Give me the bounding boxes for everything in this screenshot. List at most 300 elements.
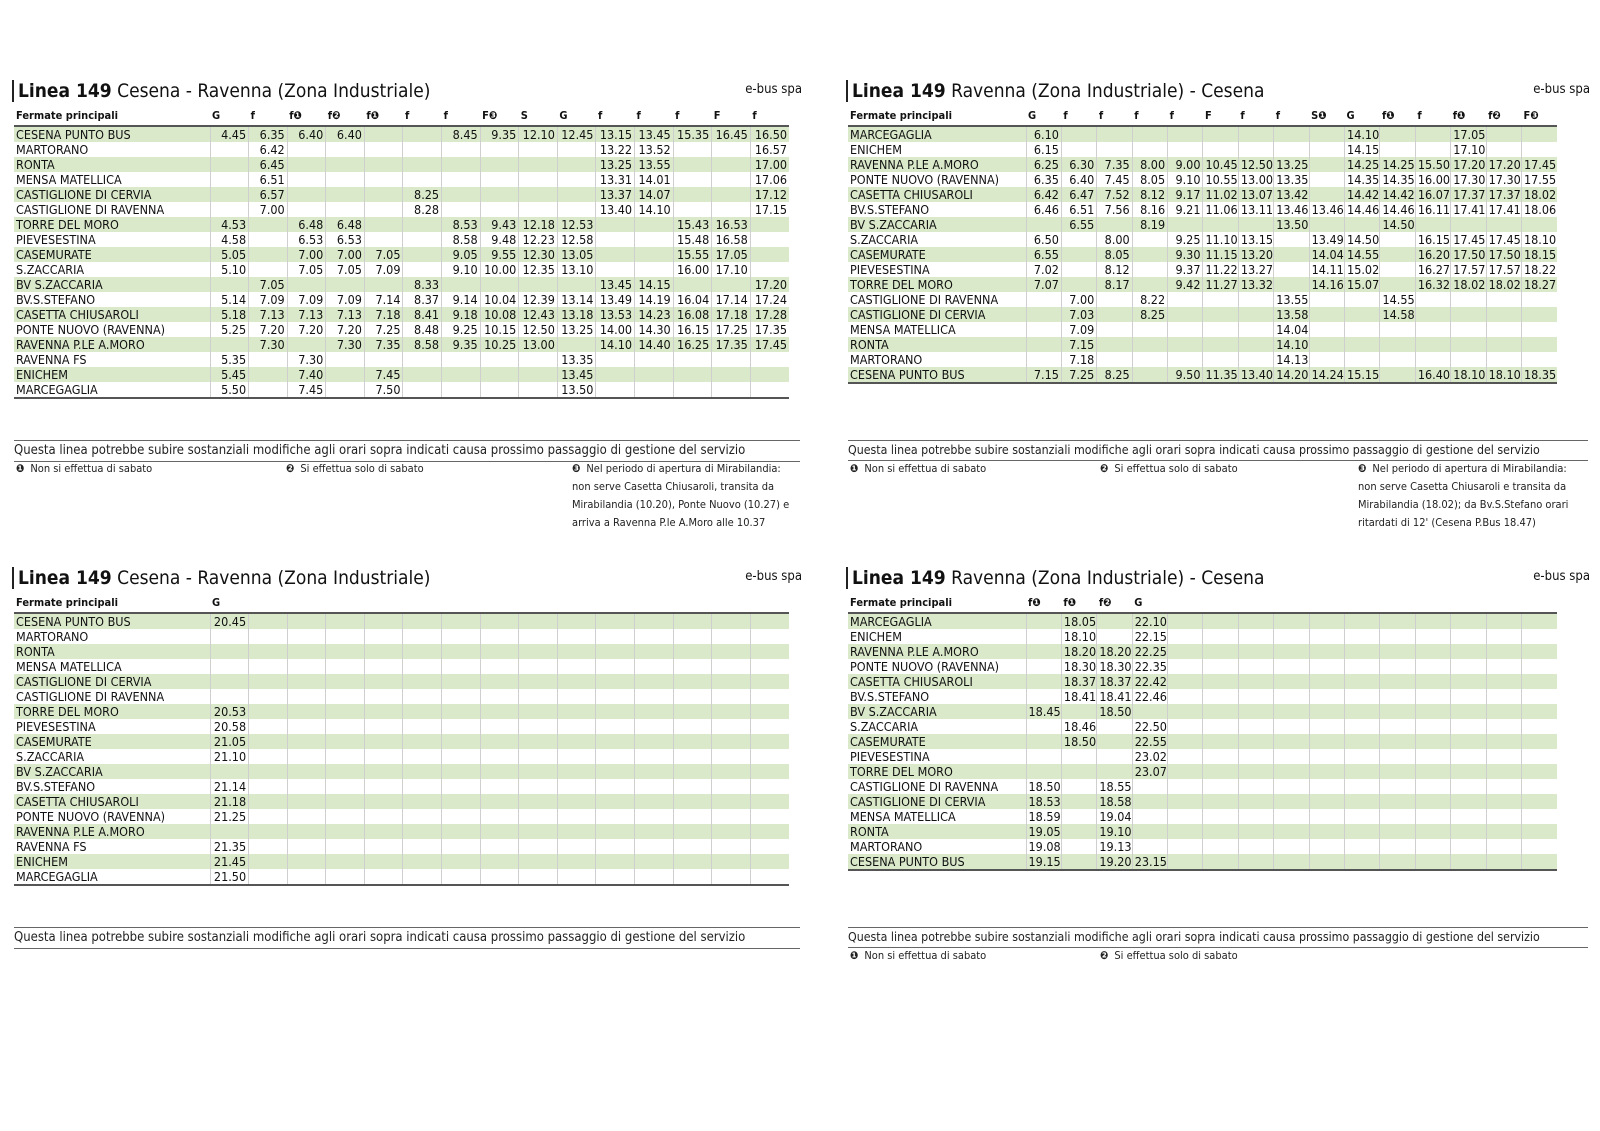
departure-time <box>1168 142 1203 157</box>
departure-time: 15.50 <box>1415 157 1450 172</box>
operator-brand: e-bus spa <box>1533 569 1590 584</box>
departure-time <box>249 749 288 764</box>
run-code-header: f <box>673 106 712 126</box>
departure-time <box>480 659 519 674</box>
departure-time <box>712 202 751 217</box>
panel-title <box>846 567 1264 589</box>
departure-time <box>403 674 442 689</box>
run-code-header: f <box>403 106 442 126</box>
run-code-header <box>1345 593 1380 613</box>
departure-time <box>364 854 403 869</box>
departure-time: 6.30 <box>1061 157 1096 172</box>
departure-time <box>519 854 558 869</box>
stop-name: PIEVESESTINA <box>14 719 210 734</box>
departure-time <box>442 277 481 292</box>
table-row <box>848 719 1557 734</box>
departure-time: 9.05 <box>442 247 481 262</box>
departure-time: 5.05 <box>210 247 249 262</box>
departure-time <box>557 613 596 629</box>
departure-time <box>673 854 712 869</box>
departure-time: 5.45 <box>210 367 249 382</box>
departure-time: 6.47 <box>1061 187 1096 202</box>
departure-time: 17.06 <box>750 172 789 187</box>
departure-time <box>1309 187 1344 202</box>
departure-time <box>673 809 712 824</box>
departure-time <box>1345 629 1380 644</box>
departure-time: 14.25 <box>1345 157 1380 172</box>
departure-time <box>403 217 442 232</box>
departure-time <box>1203 779 1238 794</box>
departure-time <box>712 794 751 809</box>
departure-time <box>1451 854 1486 870</box>
departure-time <box>1451 794 1486 809</box>
departure-time: 8.22 <box>1132 292 1167 307</box>
departure-time <box>403 352 442 367</box>
departure-time <box>1274 689 1309 704</box>
departure-time <box>442 172 481 187</box>
departure-time: 21.50 <box>210 869 249 885</box>
table-row <box>848 352 1557 367</box>
run-code-header: f <box>1097 106 1132 126</box>
departure-time <box>673 382 712 398</box>
departure-time <box>403 764 442 779</box>
departure-time <box>712 719 751 734</box>
departure-time: 14.35 <box>1380 172 1415 187</box>
departure-time <box>442 629 481 644</box>
departure-time <box>1486 839 1521 854</box>
departure-time <box>1309 854 1344 870</box>
departure-time <box>442 704 481 719</box>
departure-time: 14.11 <box>1309 262 1344 277</box>
service-notice: Questa linea potrebbe subire sostanziali modifiche agli orari sopra indicati causa prossimo passaggio di gestione del servizio <box>14 927 800 949</box>
panel-title <box>12 80 430 102</box>
departure-time <box>750 794 789 809</box>
departure-time <box>326 674 365 689</box>
departure-time <box>635 674 674 689</box>
departure-time <box>1522 824 1558 839</box>
stop-name: MARTORANO <box>14 142 210 157</box>
departure-time <box>1132 367 1167 383</box>
departure-time <box>364 277 403 292</box>
departure-time <box>712 629 751 644</box>
run-code-header <box>635 593 674 613</box>
table-row <box>848 307 1557 322</box>
departure-time <box>1274 629 1309 644</box>
run-code-header <box>519 593 558 613</box>
stop-name: BV S.ZACCARIA <box>14 277 210 292</box>
departure-time <box>1380 704 1415 719</box>
table-row <box>848 157 1557 172</box>
departure-time: 14.10 <box>635 202 674 217</box>
departure-time: 13.45 <box>557 367 596 382</box>
departure-time <box>519 779 558 794</box>
departure-time <box>750 734 789 749</box>
departure-time <box>1168 629 1203 644</box>
departure-time <box>1203 352 1238 367</box>
departure-time: 9.48 <box>480 232 519 247</box>
departure-time <box>326 854 365 869</box>
departure-time <box>673 734 712 749</box>
departure-time <box>519 352 558 367</box>
table-row <box>848 337 1557 352</box>
footnote-2: ❷ Si effettua solo di sabato <box>286 462 424 475</box>
table-row <box>14 142 789 157</box>
departure-time: 18.10 <box>1522 232 1558 247</box>
departure-time <box>1168 794 1203 809</box>
departure-time <box>1380 613 1415 629</box>
departure-time <box>403 809 442 824</box>
departure-time <box>1168 779 1203 794</box>
departure-time: 19.04 <box>1097 809 1132 824</box>
departure-time <box>673 689 712 704</box>
departure-time <box>442 382 481 398</box>
table-row <box>848 367 1557 383</box>
departure-time <box>1132 126 1167 142</box>
departure-time: 9.37 <box>1168 262 1203 277</box>
departure-time: 7.45 <box>287 382 326 398</box>
departure-time: 14.10 <box>596 337 635 352</box>
line-number: Linea 149 <box>852 80 946 102</box>
run-code-header: f <box>1168 106 1203 126</box>
departure-time <box>1168 809 1203 824</box>
departure-time: 7.56 <box>1097 202 1132 217</box>
departure-time <box>1345 764 1380 779</box>
stop-name: CASEMURATE <box>848 247 1026 262</box>
departure-time <box>712 734 751 749</box>
departure-time: 13.52 <box>635 142 674 157</box>
departure-time: 5.50 <box>210 382 249 398</box>
departure-time: 17.14 <box>712 292 751 307</box>
departure-time <box>1522 126 1558 142</box>
departure-time <box>1061 824 1096 839</box>
departure-time <box>673 749 712 764</box>
departure-time <box>519 869 558 885</box>
departure-time: 19.13 <box>1097 839 1132 854</box>
departure-time: 7.05 <box>249 277 288 292</box>
departure-time <box>1274 674 1309 689</box>
departure-time <box>287 839 326 854</box>
departure-time <box>1345 613 1380 629</box>
departure-time <box>442 809 481 824</box>
departure-time <box>442 202 481 217</box>
footnote-1: ❶ Non si effettua di sabato <box>16 462 153 475</box>
departure-time <box>712 674 751 689</box>
run-code-header <box>403 593 442 613</box>
table-row <box>848 779 1557 794</box>
stop-name: CASETTA CHIUSAROLI <box>848 187 1026 202</box>
departure-time <box>1345 307 1380 322</box>
stop-name: RONTA <box>848 337 1026 352</box>
departure-time: 18.58 <box>1097 794 1132 809</box>
departure-time <box>557 337 596 352</box>
departure-time: 13.25 <box>1274 157 1309 172</box>
panel-title <box>12 567 430 589</box>
departure-time <box>712 367 751 382</box>
departure-time: 17.50 <box>1451 247 1486 262</box>
departure-time <box>249 869 288 885</box>
departure-time <box>442 613 481 629</box>
run-code-header: f <box>750 106 789 126</box>
departure-time <box>596 659 635 674</box>
departure-time <box>673 629 712 644</box>
departure-time: 8.25 <box>1097 367 1132 383</box>
departure-time <box>1415 809 1450 824</box>
departure-time: 8.16 <box>1132 202 1167 217</box>
table-row <box>848 749 1557 764</box>
table-row <box>14 217 789 232</box>
departure-time <box>287 613 326 629</box>
departure-time <box>519 142 558 157</box>
departure-time: 5.25 <box>210 322 249 337</box>
departure-time <box>364 142 403 157</box>
departure-time <box>442 734 481 749</box>
departure-time <box>1345 674 1380 689</box>
departure-time <box>364 809 403 824</box>
departure-time <box>326 824 365 839</box>
departure-time <box>635 629 674 644</box>
table-row <box>848 247 1557 262</box>
departure-time: 18.41 <box>1061 689 1096 704</box>
departure-time <box>1132 779 1167 794</box>
departure-time <box>1026 613 1061 629</box>
departure-time <box>1380 232 1415 247</box>
departure-time <box>712 352 751 367</box>
departure-time <box>249 262 288 277</box>
departure-time <box>1203 322 1238 337</box>
stop-name: MENSA MATELLICA <box>848 809 1026 824</box>
departure-time <box>673 764 712 779</box>
stop-name: CASTIGLIONE DI CERVIA <box>14 187 210 202</box>
stop-name: PIEVESESTINA <box>14 232 210 247</box>
departure-time: 6.42 <box>249 142 288 157</box>
departure-time: 6.57 <box>249 187 288 202</box>
departure-time <box>1274 764 1309 779</box>
departure-time <box>364 719 403 734</box>
departure-time: 6.53 <box>326 232 365 247</box>
departure-time: 21.18 <box>210 794 249 809</box>
departure-time: 16.15 <box>673 322 712 337</box>
table-row <box>14 704 789 719</box>
departure-time: 4.53 <box>210 217 249 232</box>
departure-time <box>442 157 481 172</box>
departure-time: 18.53 <box>1026 794 1061 809</box>
departure-time <box>1486 217 1521 232</box>
departure-time <box>1415 779 1450 794</box>
departure-time <box>1061 232 1096 247</box>
departure-time: 12.35 <box>519 262 558 277</box>
table-row <box>14 232 789 247</box>
departure-time: 13.46 <box>1274 202 1309 217</box>
departure-time: 13.00 <box>519 337 558 352</box>
stop-name: CASTIGLIONE DI RAVENNA <box>848 779 1026 794</box>
table-row <box>848 217 1557 232</box>
departure-time: 22.55 <box>1132 734 1167 749</box>
departure-time <box>364 659 403 674</box>
panel-header <box>846 80 1590 106</box>
departure-time: 11.27 <box>1203 277 1238 292</box>
departure-time: 7.13 <box>249 307 288 322</box>
departure-time <box>1380 689 1415 704</box>
departure-time <box>712 839 751 854</box>
departure-time <box>1238 794 1273 809</box>
departure-time <box>712 824 751 839</box>
departure-time: 10.08 <box>480 307 519 322</box>
departure-time: 17.05 <box>1451 126 1486 142</box>
departure-time <box>712 854 751 869</box>
departure-time <box>673 157 712 172</box>
departure-time <box>557 202 596 217</box>
departure-time <box>442 764 481 779</box>
run-code-header: f <box>1415 106 1450 126</box>
departure-time <box>1415 659 1450 674</box>
departure-time <box>1274 779 1309 794</box>
departure-time: 6.48 <box>326 217 365 232</box>
departure-time: 6.46 <box>1026 202 1061 217</box>
departure-time: 7.00 <box>1061 292 1096 307</box>
departure-time <box>1132 839 1167 854</box>
line-number: Linea 149 <box>852 567 946 589</box>
stop-name: RAVENNA P.LE A.MORO <box>14 337 210 352</box>
departure-time <box>712 809 751 824</box>
departure-time: 7.25 <box>364 322 403 337</box>
departure-time <box>1274 719 1309 734</box>
departure-time <box>1451 322 1486 337</box>
departure-time <box>1345 337 1380 352</box>
departure-time <box>480 157 519 172</box>
departure-time <box>1203 839 1238 854</box>
departure-time <box>364 217 403 232</box>
departure-time: 13.31 <box>596 172 635 187</box>
departure-time <box>712 142 751 157</box>
departure-time: 13.45 <box>596 277 635 292</box>
departure-time <box>1522 322 1558 337</box>
departure-time: 7.03 <box>1061 307 1096 322</box>
departure-time <box>403 824 442 839</box>
table-row <box>14 126 789 142</box>
departure-time <box>1451 689 1486 704</box>
departure-time: 16.58 <box>712 232 751 247</box>
departure-time <box>635 794 674 809</box>
departure-time <box>287 734 326 749</box>
departure-time <box>1380 322 1415 337</box>
departure-time <box>364 749 403 764</box>
departure-time <box>1309 337 1344 352</box>
departure-time <box>1486 689 1521 704</box>
departure-time <box>403 613 442 629</box>
departure-time: 18.06 <box>1522 202 1558 217</box>
departure-time <box>326 779 365 794</box>
departure-time <box>1168 764 1203 779</box>
departure-time <box>750 382 789 398</box>
run-code-header: F <box>1203 106 1238 126</box>
table-row <box>14 764 789 779</box>
departure-time <box>557 187 596 202</box>
departure-time <box>712 172 751 187</box>
departure-time: 16.00 <box>1415 172 1450 187</box>
table-row <box>14 644 789 659</box>
departure-time <box>1274 839 1309 854</box>
departure-time <box>287 794 326 809</box>
departure-time <box>1380 247 1415 262</box>
stop-name: CASTIGLIONE DI RAVENNA <box>14 202 210 217</box>
departure-time <box>712 779 751 794</box>
departure-time <box>1026 659 1061 674</box>
departure-time <box>1026 217 1061 232</box>
departure-time: 17.30 <box>1486 172 1521 187</box>
departure-time <box>1238 292 1273 307</box>
departure-time: 17.28 <box>750 307 789 322</box>
departure-time <box>1061 704 1096 719</box>
departure-time <box>750 809 789 824</box>
departure-time: 7.09 <box>1061 322 1096 337</box>
departure-time <box>442 689 481 704</box>
stop-name: ENICHEM <box>848 142 1026 157</box>
departure-time: 4.45 <box>210 126 249 142</box>
footnote-2: ❷ Si effettua solo di sabato <box>1100 462 1238 475</box>
departure-time: 10.45 <box>1203 157 1238 172</box>
departure-time <box>1345 854 1380 870</box>
departure-time <box>1132 277 1167 292</box>
departure-time: 14.35 <box>1345 172 1380 187</box>
departure-time <box>557 644 596 659</box>
departure-time <box>1203 734 1238 749</box>
departure-time <box>287 689 326 704</box>
departure-time: 8.28 <box>403 202 442 217</box>
departure-time: 21.14 <box>210 779 249 794</box>
departure-time <box>364 232 403 247</box>
departure-time <box>1132 704 1167 719</box>
departure-time <box>1309 779 1344 794</box>
departure-time <box>1486 307 1521 322</box>
table-row <box>14 337 789 352</box>
run-code-header: f❷ <box>326 106 365 126</box>
departure-time <box>519 839 558 854</box>
departure-time: 13.10 <box>557 262 596 277</box>
departure-time: 9.10 <box>1168 172 1203 187</box>
departure-time <box>519 794 558 809</box>
stop-name: PONTE NUOVO (RAVENNA) <box>14 322 210 337</box>
departure-time: 13.46 <box>1309 202 1344 217</box>
departure-time <box>596 869 635 885</box>
run-code-header <box>750 593 789 613</box>
stop-name: ENICHEM <box>14 854 210 869</box>
table-row <box>14 869 789 885</box>
departure-time <box>1168 307 1203 322</box>
operator-brand: e-bus spa <box>1533 82 1590 97</box>
departure-time <box>249 382 288 398</box>
departure-time <box>442 644 481 659</box>
departure-time <box>1061 809 1096 824</box>
run-code-header <box>1203 593 1238 613</box>
departure-time: 7.09 <box>249 292 288 307</box>
departure-time <box>519 172 558 187</box>
departure-time <box>403 734 442 749</box>
departure-time <box>364 187 403 202</box>
departure-time <box>1380 629 1415 644</box>
stop-name: CESENA PUNTO BUS <box>14 613 210 629</box>
departure-time: 7.45 <box>1097 172 1132 187</box>
departure-time <box>1238 824 1273 839</box>
departure-time <box>1168 644 1203 659</box>
departure-time <box>519 659 558 674</box>
departure-time: 13.11 <box>1238 202 1273 217</box>
departure-time: 10.25 <box>480 337 519 352</box>
departure-time <box>1203 142 1238 157</box>
departure-time: 9.18 <box>442 307 481 322</box>
departure-time: 19.20 <box>1097 854 1132 870</box>
departure-time <box>635 659 674 674</box>
departure-time: 19.05 <box>1026 824 1061 839</box>
